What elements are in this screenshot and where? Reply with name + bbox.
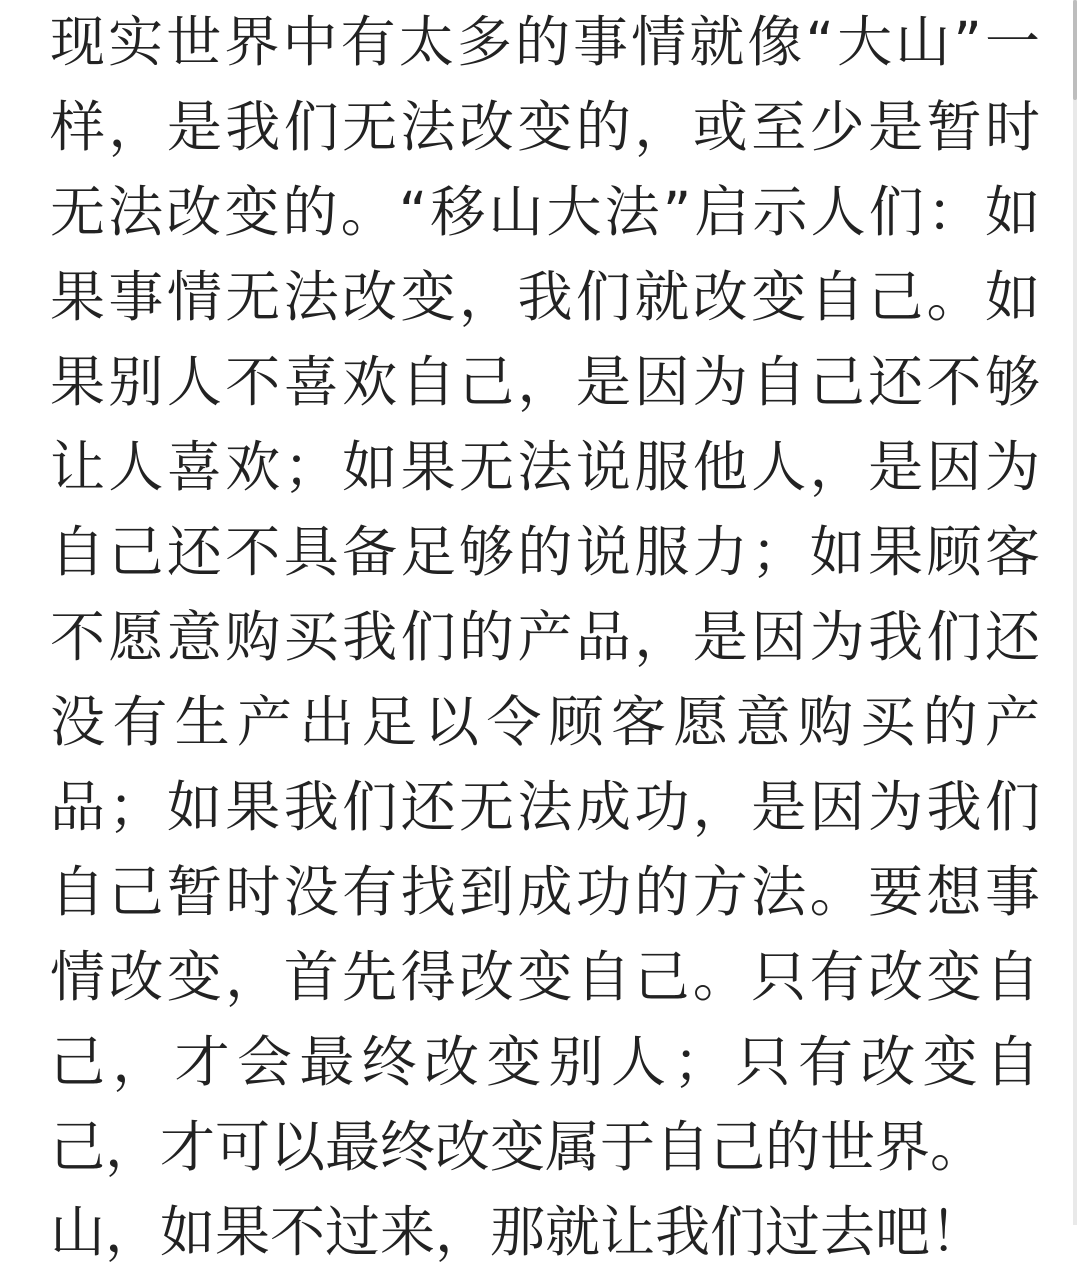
- text-line-9: 没有生产出足以令顾客愿意购买的产: [50, 690, 1040, 754]
- article-body: [50, 0, 1040, 1275]
- text-line-5: 果别人不喜欢自己，是因为自己还不够: [50, 350, 1040, 414]
- text-line-1: 现实世界中有太多的事情就像“大山”一: [50, 10, 1040, 74]
- text-line-2: 样，是我们无法改变的，或至少是暂时: [50, 95, 1040, 159]
- text-line-7: 自己还不具备足够的说服力；如果顾客: [50, 520, 1040, 584]
- text-line-3: 无法改变的。“移山大法”启示人们：如: [50, 180, 1040, 244]
- scrollbar-track[interactable]: [1073, 0, 1077, 1225]
- scrollbar-thumb[interactable]: [1073, 0, 1077, 100]
- text-line-8: 不愿意购买我们的产品，是因为我们还: [50, 605, 1040, 669]
- text-line-10: 品；如果我们还无法成功，是因为我们: [50, 775, 1040, 839]
- text-line-4: 果事情无法改变，我们就改变自己。如: [50, 265, 1040, 329]
- text-line-14: 己，才可以最终改变属于自己的世界。: [50, 1115, 986, 1179]
- text-line-13: 己，才会最终改变别人；只有改变自: [50, 1030, 1040, 1094]
- text-line-15: 山，如果不过来，那就让我们过去吧！: [50, 1200, 986, 1264]
- text-line-6: 让人喜欢；如果无法说服他人，是因为: [50, 435, 1040, 499]
- text-line-12: 情改变，首先得改变自己。只有改变自: [50, 945, 1040, 1009]
- text-line-11: 自己暂时没有找到成功的方法。要想事: [50, 860, 1040, 924]
